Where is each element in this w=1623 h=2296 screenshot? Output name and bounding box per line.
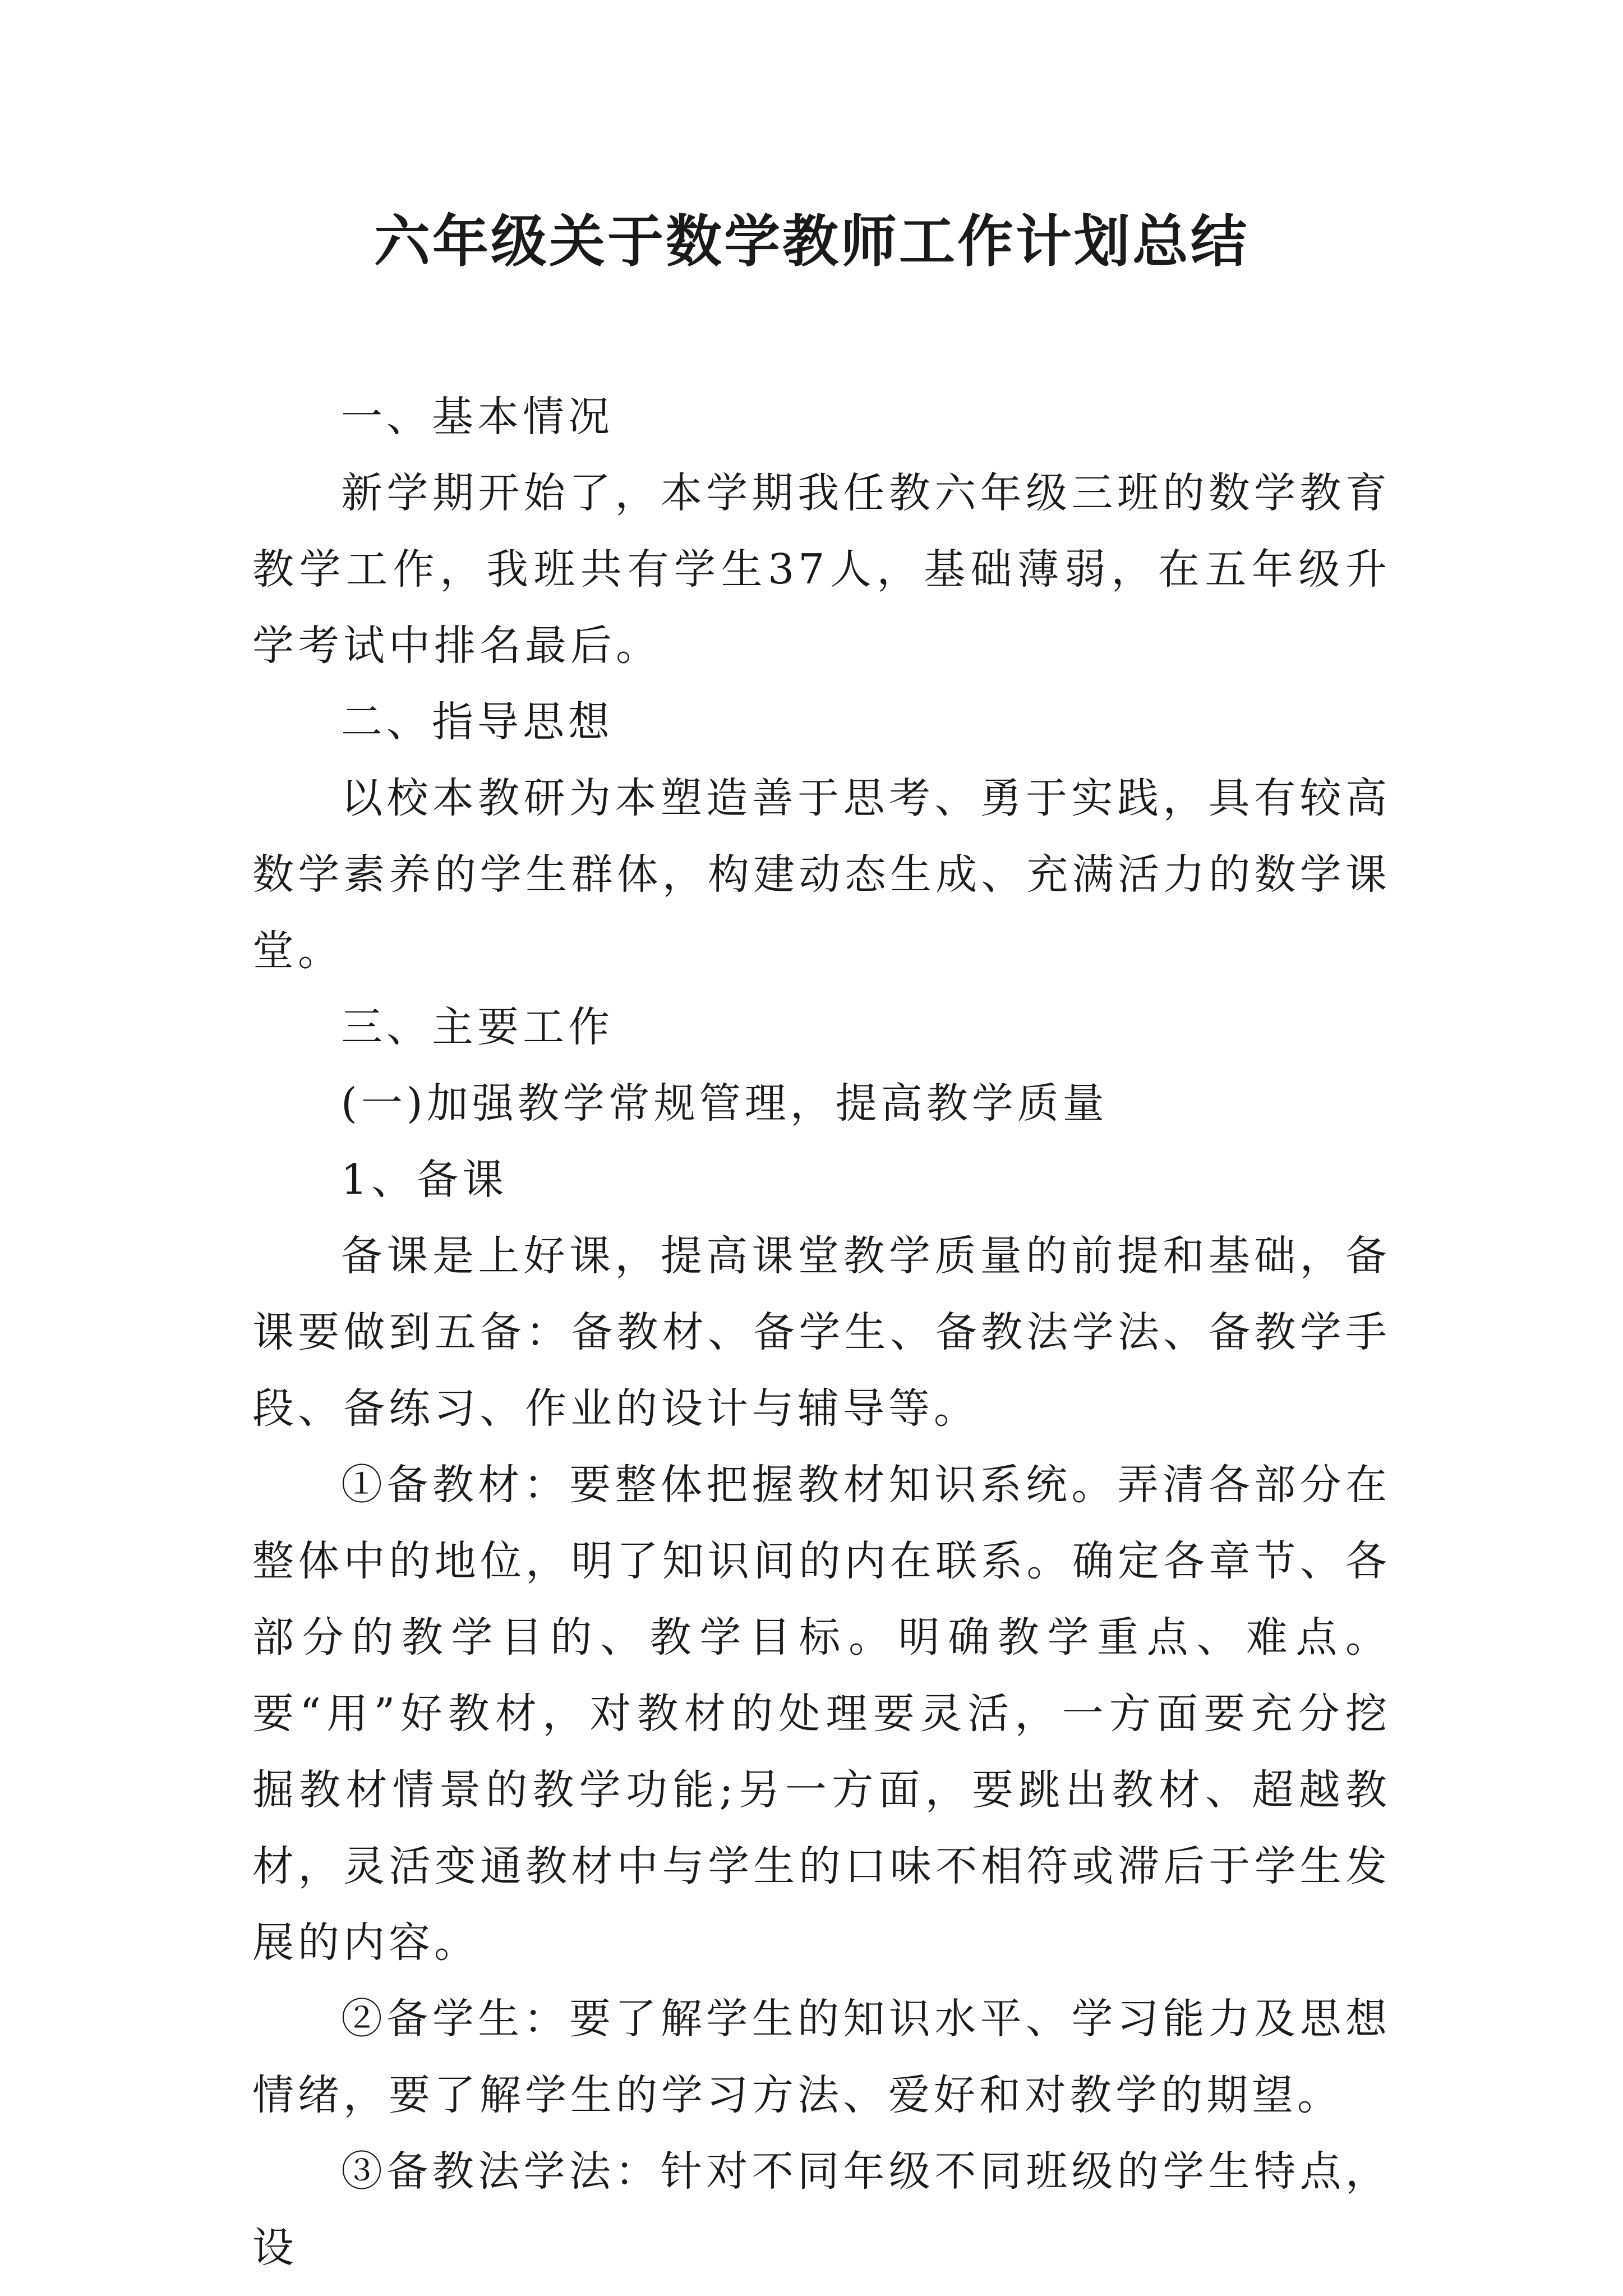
paragraph-lesson-preparation: 备课是上好课，提高课堂教学质量的前提和基础，备课要做到五备：备教材、备学生、备教法学法、备教学手段、备练习、作业的设计与辅导等。 (252, 1232, 1391, 1433)
subheading-lesson-preparation: 1、备课 (341, 1156, 508, 1204)
paragraph-prepare-materials: ①备教材：要整体把握教材知识系统。弄清各部分在整体中的地位，明了知识间的内在联系。确定各章节、各部分的教学目的、教学目标。明确教学重点、难点。要“用”好教材，对教材的处理要灵活，一方面要充分挖掘教材情景的教学功能;另一方面，要跳出教材、超越教材，灵活变通教材中与学生的口味不相符或滞后于学生发展的内容。 (252, 1461, 1391, 1967)
paragraph-basic-situation: 新学期开始了，本学期我任教六年级三班的数学教育教学工作，我班共有学生37人，基础薄弱，在五年级升学考试中排名最后。 (252, 469, 1391, 670)
heading-guiding-ideology: 二、指导思想 (341, 698, 614, 746)
paragraph-prepare-methods: ③备教法学法：针对不同年级不同班级的学生特点，设 (252, 2147, 1391, 2272)
heading-main-work: 三、主要工作 (341, 1003, 614, 1051)
document-body (252, 379, 1391, 2286)
paragraph-prepare-students: ②备学生：要了解学生的知识水平、学习能力及思想情绪，要了解学生的学习方法、爱好和对教学的期望。 (252, 1995, 1391, 2119)
heading-basic-situation: 一、基本情况 (341, 393, 614, 441)
document-title: 六年级关于数学教师工作计划总结 (374, 208, 1249, 274)
subheading-teaching-management: (一)加强教学常规管理，提高教学质量 (341, 1079, 1108, 1128)
paragraph-guiding-ideology: 以校本教研为本塑造善于思考、勇于实践，具有较高数学素养的学生群体，构建动态生成、充满活力的数学课堂。 (252, 774, 1391, 975)
